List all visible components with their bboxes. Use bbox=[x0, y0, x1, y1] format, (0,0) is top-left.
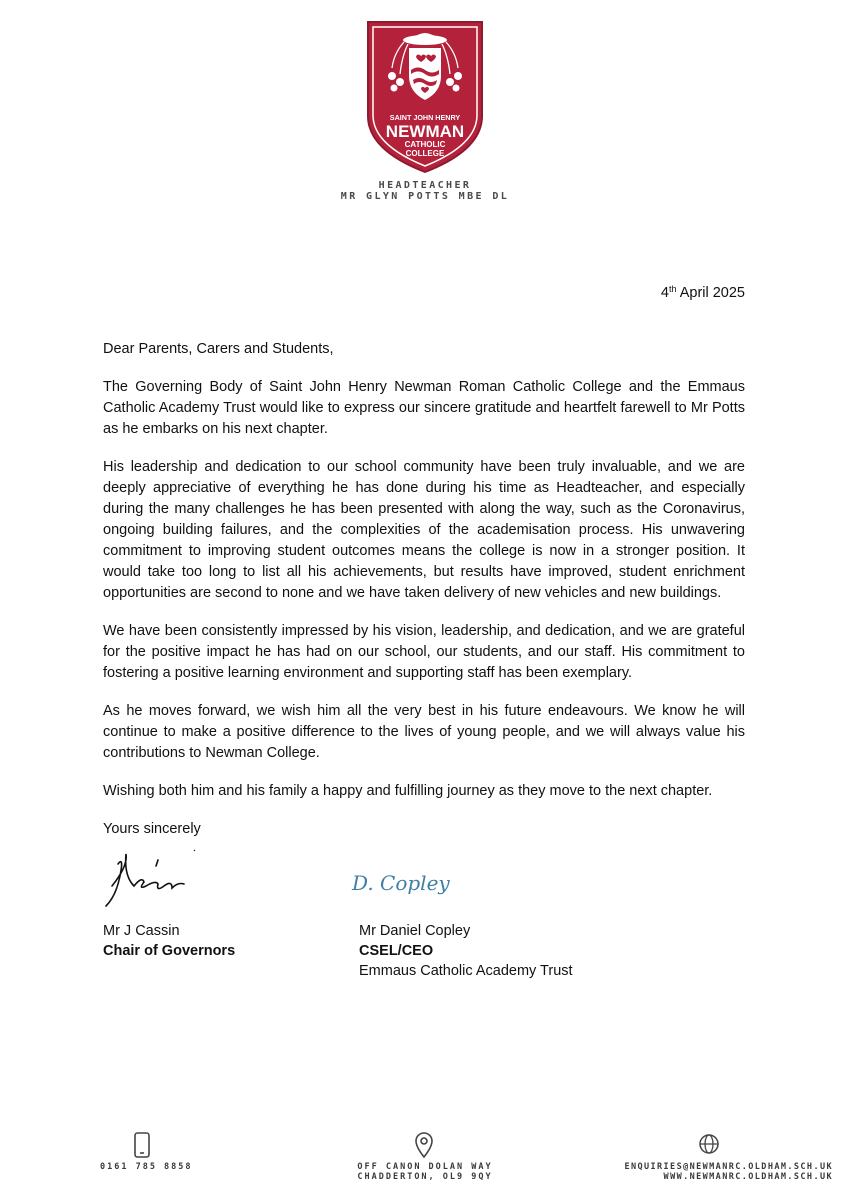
date-day: 4 bbox=[660, 285, 669, 301]
signature-copley bbox=[350, 860, 470, 904]
date-suffix: th bbox=[668, 284, 677, 294]
footer-address-line2: CHADDERTON, OL9 9QY bbox=[357, 1172, 493, 1182]
phone-icon bbox=[131, 1131, 153, 1159]
crest-shield bbox=[364, 18, 486, 176]
signatory-organisation: Emmaus Catholic Academy Trust bbox=[359, 963, 573, 979]
footer-email[interactable]: ENQUIRIES@NEWMANRC.OLDHAM.SCH.UK bbox=[624, 1162, 833, 1172]
signature-copley-text: D. Copley bbox=[352, 871, 450, 895]
salutation: Dear Parents, Carers and Students, bbox=[103, 341, 334, 357]
footer-address bbox=[340, 1162, 510, 1182]
signatory-copley bbox=[359, 921, 573, 981]
paragraph: We have been consistently impressed by his vision, leadership, and dedication, and we are grateful for the positive impact he has had on our school, our students, and our staff. His commitment to fostering a positive learning environment and supporting staff has been exemplary. bbox=[103, 623, 745, 681]
signature-cassin bbox=[98, 846, 218, 916]
college-crest-logo bbox=[364, 18, 486, 176]
location-pin-icon bbox=[413, 1131, 435, 1159]
paragraph: Wishing both him and his family a happy and fulfilling journey as they move to the next chapter. bbox=[103, 783, 713, 799]
footer-contact bbox=[624, 1162, 833, 1182]
globe-icon bbox=[698, 1131, 720, 1159]
footer-address-line1: OFF CANON DOLAN WAY bbox=[357, 1162, 493, 1172]
paragraph: As he moves forward, we wish him all the very best in his future endeavours. We know he will continue to make a positive difference to the lives of young people, and we will always value his contributions to Newman College. bbox=[103, 703, 745, 761]
letter-body bbox=[103, 339, 745, 857]
crest-line4: COLLEGE bbox=[405, 149, 445, 158]
paragraph: The Governing Body of Saint John Henry Newman Roman Catholic College and the Emmaus Catholic Academy Trust would like to express our sincere gratitude and heartfelt farewell to Mr Potts as he embarks on his next chapter. bbox=[103, 379, 745, 437]
crest-line3: CATHOLIC bbox=[404, 140, 446, 149]
signatory-name: Mr J Cassin bbox=[103, 923, 180, 939]
signatory-title: CSEL/CEO bbox=[359, 943, 434, 959]
paragraph: His leadership and dedication to our school community have been truly invaluable, and we are deeply appreciative of everything he has done during his time as Headteacher, and especially during the many challenges he has been presented with along the way, such as the Coronavirus, ongoing building failures, and the complexities of the academisation process. His unwavering commitment to improving student outcomes means the college is now in a stronger position. It would take too long to list all his achievements, but results have improved, student enrichment opportunities are second to none and we have taken delivery of new vehicles and new buildings. bbox=[103, 459, 745, 601]
crest-line1: SAINT JOHN HENRY bbox=[389, 113, 461, 122]
headteacher-role: HEADTEACHER bbox=[378, 180, 472, 191]
headteacher-block bbox=[300, 180, 550, 202]
crest-line2: NEWMAN bbox=[385, 122, 465, 141]
headteacher-name: MR GLYN POTTS MBE DL bbox=[340, 191, 510, 202]
footer-phone[interactable]: 0161 785 8858 bbox=[100, 1162, 193, 1172]
date-rest: April 2025 bbox=[679, 285, 745, 301]
letter-date bbox=[661, 284, 745, 301]
closing: Yours sincerely bbox=[103, 821, 201, 837]
signatory-name: Mr Daniel Copley bbox=[359, 923, 471, 939]
signatory-title: Chair of Governors bbox=[103, 943, 236, 959]
footer-website[interactable]: WWW.NEWMANRC.OLDHAM.SCH.UK bbox=[663, 1172, 833, 1182]
signatory-cassin bbox=[103, 921, 235, 961]
